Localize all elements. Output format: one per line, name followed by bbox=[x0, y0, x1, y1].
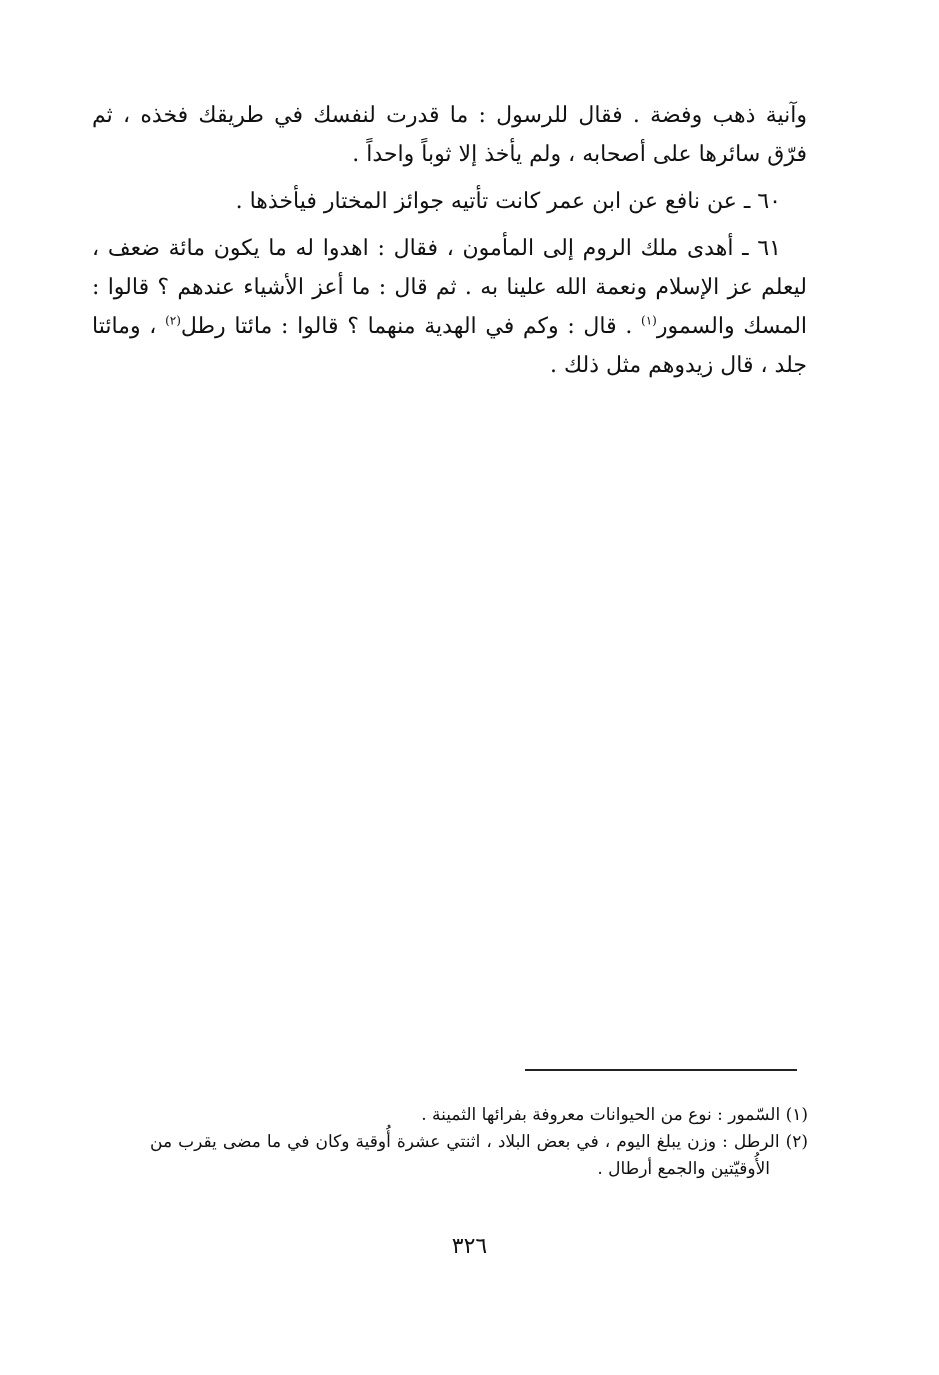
footnotes bbox=[150, 1102, 808, 1183]
paragraph-61 bbox=[92, 229, 807, 385]
paragraph-61-part-2: . قال : وكم في الهدية منهما ؟ قالوا : مائتا رطل bbox=[180, 314, 642, 339]
main-text bbox=[92, 96, 807, 385]
footnote-ref-2: (٢) bbox=[165, 313, 181, 328]
footnote-ref-1: (١) bbox=[641, 313, 657, 328]
paragraph-60: ٦٠ ـ عن نافع عن ابن عمر كانت تأتيه جوائز المختار فيأخذها . bbox=[235, 189, 781, 214]
paragraph-61-part-1: ٦١ ـ أهدى ملك الروم إلى المأمون ، فقال : اهدوا له ما يكون مائة ضعف ، ليعلم عز الإسلام ونعمة الله علينا به . ثم قال : ما أعز الأشياء عندهم ؟ قالوا : المسك والسمور bbox=[92, 236, 808, 339]
footnote-divider bbox=[525, 1069, 797, 1071]
paragraph-1: وآنية ذهب وفضة . فقال للرسول : ما قدرت لنفسك في طريقك فخذه ، ثم فرّق سائرها على أصحابه ، ولم يأخذ إلا ثوباً واحداً . bbox=[92, 103, 807, 167]
paragraph-61-part-3: ، ومائتا جلد ، قال زيدوهم مثل ذلك . bbox=[92, 314, 807, 378]
page-number: ٣٢٦ bbox=[451, 1234, 488, 1259]
footnote-2: (٢) الرطل : وزن يبلغ اليوم ، في بعض البلاد ، اثنتي عشرة أُوقية وكان في ما مضى يقرب من الأُوقيّتين والجمع أرطال . bbox=[150, 1132, 808, 1179]
footnote-1: (١) السّمور : نوع من الحيوانات معروفة بفرائها الثمينة . bbox=[421, 1105, 808, 1125]
